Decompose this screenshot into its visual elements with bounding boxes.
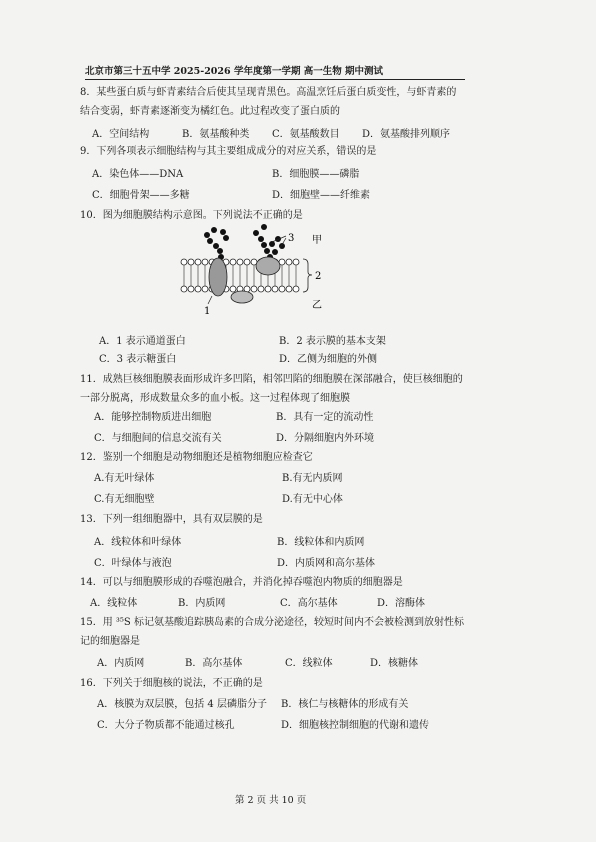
q8-option-a: A．空间结构 [92,129,150,140]
q16-option-a: A．核膜为双层膜，包括 4 层磷脂分子 [97,699,267,710]
q11-option-a: A．能够控制物质进出细胞 [94,412,212,423]
surface-protein [256,257,280,275]
q11-stem-line1: 11．成熟巨核细胞膜表面形成许多凹陷，相邻凹陷的细胞膜在深部融合，使巨核细胞的 [80,374,463,385]
q9-option-c: C．细胞骨架——多糖 [92,190,190,201]
label-1: 1 [204,306,211,317]
label-3: 3 [288,233,295,244]
q8-stem-line2: 结合变弱，虾青素逐渐变为橘红色。此过程改变了蛋白质的 [80,106,340,117]
peripheral-protein [231,291,253,303]
q14-option-a: A．线粒体 [90,598,138,609]
q16-option-c: C．大分子物质都不能通过核孔 [97,720,235,731]
transmembrane-protein [209,258,227,296]
q9-stem: 9．下列各项表示细胞结构与其主要组成成分的对应关系，错误的是 [80,146,377,157]
q14-option-c: C．高尔基体 [280,598,338,609]
label-side-top: 甲 [312,235,322,246]
q12-stem: 12．鉴别一个细胞是动物细胞还是植物细胞应检查它 [80,452,313,463]
q15-option-b: B．高尔基体 [185,658,243,669]
q8-stem-line1: 8．某些蛋白质与虾青素结合后使其呈现青黑色。高温烹饪后蛋白质变性，与虾青素的 [80,87,457,98]
q16-option-b: B．核仁与核糖体的形成有关 [281,699,409,710]
q11-option-d: D．分隔细胞内外环境 [276,433,375,444]
q11-stem-line2: 一部分脱离，形成数量众多的血小板。这一过程体现了细胞膜 [80,393,350,404]
q11-option-c: C．与细胞间的信息交流有关 [94,433,222,444]
glycoprotein-chain-left [204,227,229,260]
q9-option-a: A．染色体——DNA [92,169,184,180]
q16-option-d: D．细胞核控制细胞的代谢和遗传 [281,720,430,731]
q13-option-a: A．线粒体和叶绿体 [94,537,182,548]
q15-stem-line2: 记的细胞器是 [80,636,140,647]
phospholipid-head-top [181,259,299,265]
q8-option-c: C．氨基酸数目 [272,129,340,140]
q8-option-b: B．氨基酸种类 [182,129,250,140]
q15-option-d: D．核糖体 [370,658,419,669]
q9-option-b: B．细胞膜——磷脂 [272,169,360,180]
q15-option-a: A．内质网 [97,658,145,669]
q10-option-b: B．2 表示膜的基本支架 [279,336,386,347]
q16-stem: 16．下列关于细胞核的说法，不正确的是 [80,678,263,689]
page-footer: 第 2 页 共 10 页 [235,795,307,806]
page-header: 北京市第三十五中学 2025-2026 学年度第一学期 高一生物 期中测试 [85,63,465,80]
q15-stem-line1: 15．用 ³⁵S 标记氨基酸追踪胰岛素的合成分泌途径，较短时间内不会被检测到放射性标 [80,617,464,628]
q14-option-d: D．溶酶体 [377,598,426,609]
q10-option-d: D．乙侧为细胞的外侧 [279,354,378,365]
q12-option-c: C.有无细胞壁 [94,494,155,505]
q14-option-b: B．内质网 [178,598,226,609]
q15-option-c: C．线粒体 [285,658,333,669]
glycoprotein-chain-right [253,224,285,260]
cell-membrane-diagram [160,222,340,322]
q12-option-d: D.有无中心体 [282,494,343,505]
q10-stem: 10．图为细胞膜结构示意图。下列说法不正确的是 [80,210,303,221]
q11-option-b: B．具有一定的流动性 [276,412,374,423]
q13-option-c: C．叶绿体与液泡 [94,558,172,569]
q13-option-b: B．线粒体和内质网 [277,537,365,548]
label-side-bottom: 乙 [312,300,322,311]
q9-option-d: D．细胞壁——纤维素 [272,190,371,201]
q10-option-c: C．3 表示糖蛋白 [99,354,177,365]
q14-stem: 14．可以与细胞膜形成的吞噬泡融合，并消化掉吞噬泡内物质的细胞器是 [80,577,403,588]
q12-option-a: A.有无叶绿体 [94,473,155,484]
q13-stem: 13．下列一组细胞器中，具有双层膜的是 [80,514,263,525]
q10-option-a: A．1 表示通道蛋白 [99,336,186,347]
q13-option-d: D．内质网和高尔基体 [277,558,376,569]
q8-option-d: D．氨基酸排列顺序 [362,129,451,140]
label-2: 2 [315,271,322,282]
q12-option-b: B.有无内质网 [282,473,343,484]
